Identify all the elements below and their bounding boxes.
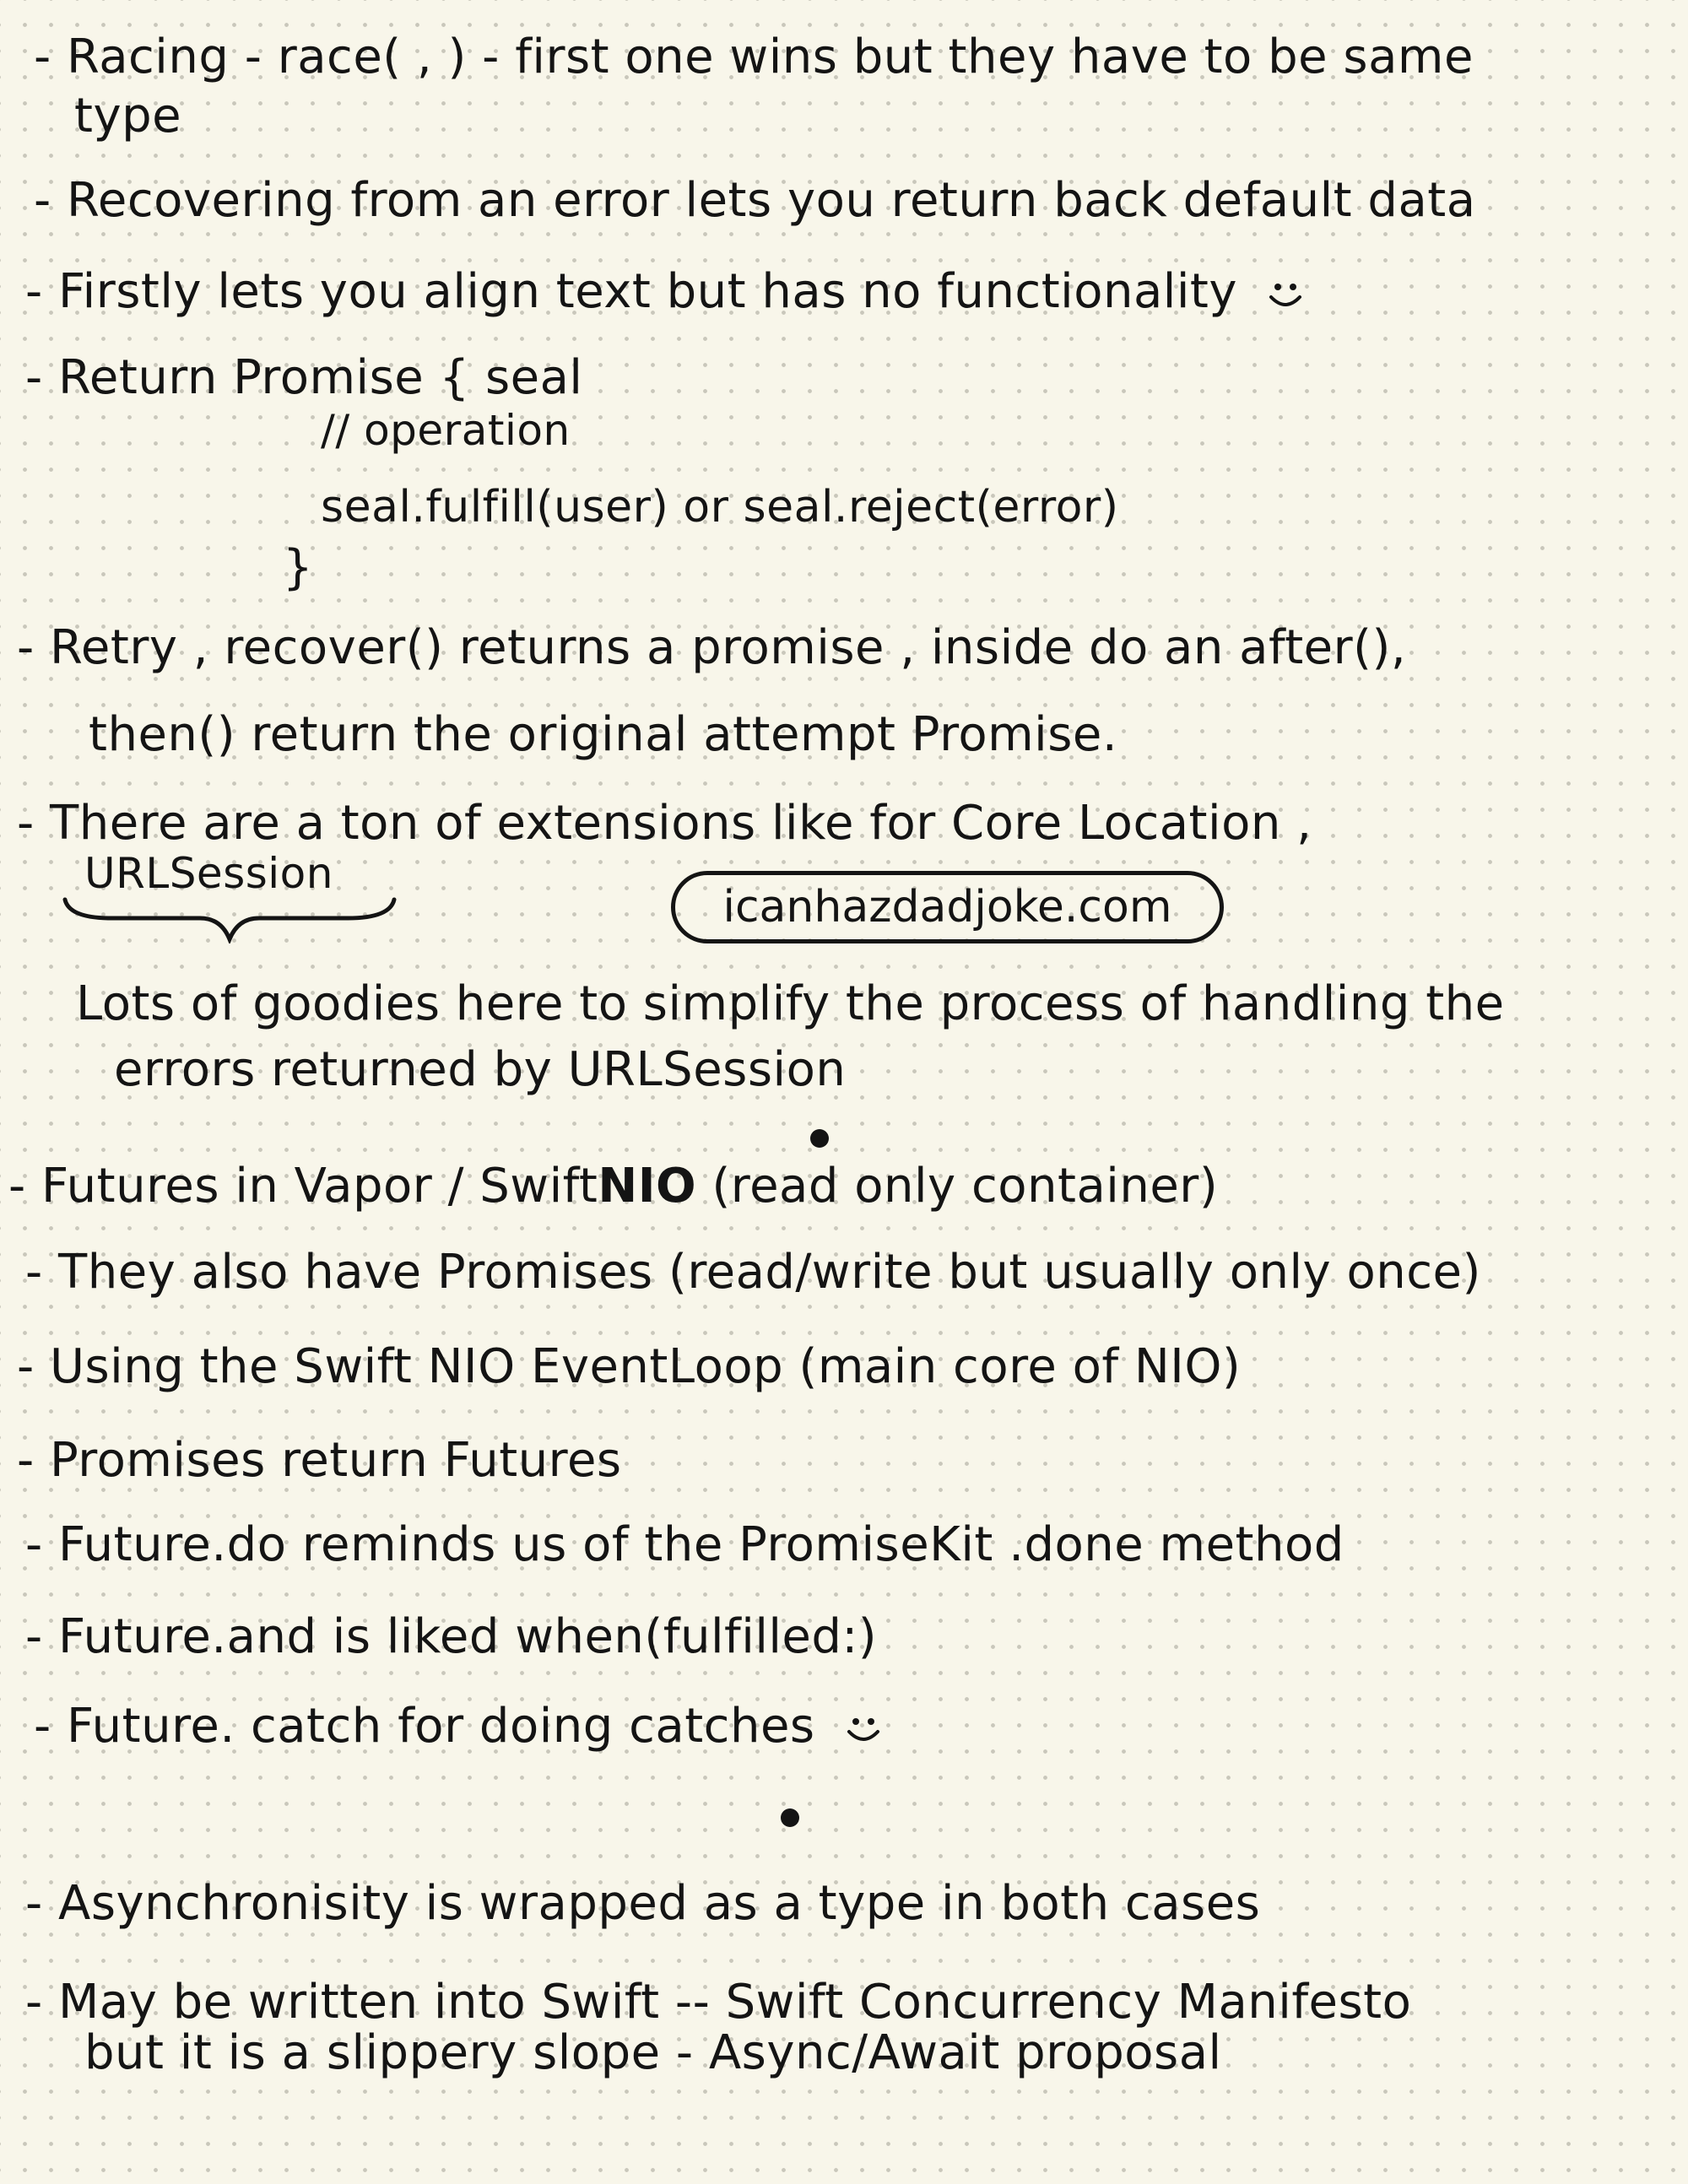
- note-closing-brace: }: [283, 540, 314, 595]
- note-promises-rw: - They also have Promises (read/write but usually only once): [25, 1245, 1481, 1300]
- note-racing-line2: type: [74, 89, 182, 143]
- note-operation-comment: // operation: [321, 406, 571, 455]
- note-seal-line: seal.fulfill(user) or seal.reject(error): [321, 482, 1119, 532]
- note-goodies-line1: Lots of goodies here to simplify the process of handling the: [76, 976, 1505, 1031]
- note-swift-line1: - May be written into Swift -- Swift Concurrency Manifesto: [25, 1975, 1412, 2030]
- note-retry-line1: - Retry , recover() returns a promise , inside do an after(),: [17, 620, 1407, 675]
- note-futures-nio: NIO: [598, 1159, 697, 1214]
- note-promises-return: - Promises return Futures: [17, 1433, 622, 1488]
- dadjoke-site-label: icanhazdadjoke.com: [671, 871, 1224, 943]
- note-futures-prefix: - Futures in Vapor / Swift: [8, 1159, 598, 1214]
- bullet-dot-icon: [781, 1808, 799, 1827]
- bullet-dot-icon: [810, 1129, 829, 1148]
- note-firstly: [25, 264, 1305, 319]
- note-async-types: - Asynchronisity is wrapped as a type in both cases: [25, 1876, 1261, 1931]
- note-recovering: - Recovering from an error lets you return back default data: [34, 173, 1476, 228]
- curly-bracket-icon: [61, 893, 398, 943]
- note-swift-line2: but it is a slippery slope - Async/Await proposal: [84, 2025, 1222, 2080]
- note-return-promise: - Return Promise { seal: [25, 350, 583, 405]
- note-firstly-text: - Firstly lets you align text but has no functionality: [25, 264, 1238, 319]
- note-future-catch: [34, 1699, 883, 1754]
- note-extensions-line1: - There are a ton of extensions like for Core Location ,: [17, 796, 1312, 851]
- note-futures-suffix: (read only container): [696, 1159, 1219, 1214]
- note-retry-line2: then() return the original attempt Promise.: [89, 707, 1118, 762]
- note-goodies-line2: errors returned by URLSession: [114, 1042, 847, 1097]
- note-future-do: - Future.do reminds us of the PromiseKit .done method: [25, 1517, 1344, 1572]
- note-eventloop: - Using the Swift NIO EventLoop (main core of NIO): [17, 1339, 1242, 1394]
- note-future-catch-text: - Future. catch for doing catches: [34, 1699, 815, 1754]
- note-extensions-line2: URLSession: [84, 849, 333, 898]
- note-futures: [8, 1159, 1219, 1214]
- smiley-icon: [844, 1710, 883, 1749]
- note-racing-line1: - Racing - race( , ) - first one wins but they have to be same: [34, 30, 1474, 84]
- note-future-and: - Future.and is liked when(fulfilled:): [25, 1609, 878, 1664]
- smiley-icon: [1266, 275, 1305, 314]
